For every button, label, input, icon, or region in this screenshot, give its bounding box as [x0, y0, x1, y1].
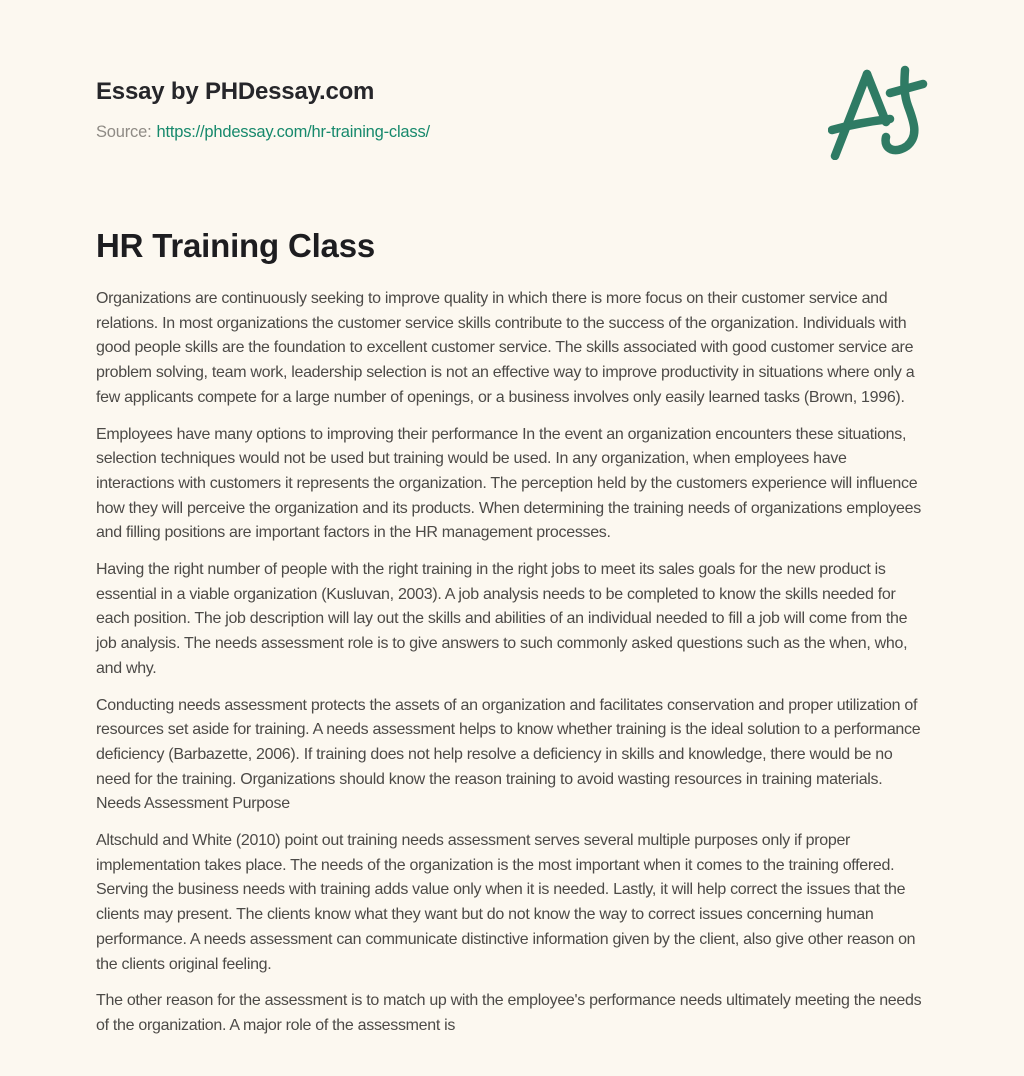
- byline: Essay by PHDessay.com: [96, 78, 375, 105]
- source-link[interactable]: https://phdessay.com/hr-training-class/: [156, 122, 430, 141]
- page-header: [96, 78, 928, 142]
- essay-paragraph: Employees have many options to improving their performance In the event an organization encounters these situations, selection techniques would not be used but training would be used. In any organization, when employees have interactions with customers it represents the organization. The perception held by the customers experience will influence how they will perceive the organization and its products. When determining the training needs of organizations employees and filling positions are important factors in the HR management processes.: [96, 425, 921, 542]
- essay-paragraph: Having the right number of people with the right training in the right jobs to meet its sales goals for the new product is essential in a viable organization (Kusluvan, 2003). A job analysis needs to be completed to know the skills needed for each position. The job description will lay out the skills and abilities of an individual needed to fill a job will come from the job analysis. The needs assessment role is to give answers to such commonly asked questions such as the when, who, and why.: [96, 561, 908, 677]
- essay-paragraph: Organizations are continuously seeking to improve quality in which there is more focus on their customer service and relations. In most organizations the customer service skills contribute to the success of the organization. Individuals with good people skills are the foundation to excellent customer service. The skills associated with good customer service are problem solving, team work, leadership selection is not an effective way to improve productivity in situations where only a few applicants compete for a large number of openings, or a business involves only easily learned tasks (Brown, 1996).: [96, 289, 915, 406]
- essay-paragraph: Altschuld and White (2010) point out training needs assessment serves several multiple purposes only if proper implementation takes place. The needs of the organization is the most important when it comes to the training offered. Serving the business needs with training adds value only when it is needed. Lastly, it will help correct the issues that the clients may present. The clients know what they want but do not know the way to correct issues concerning human performance. A needs assessment can communicate distinctive information given by the client, also give other reason on the clients original feeling.: [96, 832, 916, 973]
- source-label: Source:: [96, 122, 152, 141]
- essay-paragraph: The other reason for the assessment is to match up with the employee's performance needs ultimately meeting the needs of the organization. A major role of the assessment is: [96, 992, 922, 1034]
- essay-paragraph: Conducting needs assessment protects the assets of an organization and facilitates conservation and proper utilization of resources set aside for training. A needs assessment helps to know whether training is the ideal solution to a performance deficiency (Barbazette, 2006). If training does not help resolve a deficiency in skills and knowledge, there would be no need for the training. Organizations should know the reason training to avoid wasting resources in training materials. Needs Assessment Purpose: [96, 696, 921, 813]
- a-plus-logo-icon: [828, 62, 940, 160]
- source-line: [96, 123, 928, 143]
- essay-title: HR Training Class: [96, 227, 376, 265]
- essay-body: [96, 287, 928, 1039]
